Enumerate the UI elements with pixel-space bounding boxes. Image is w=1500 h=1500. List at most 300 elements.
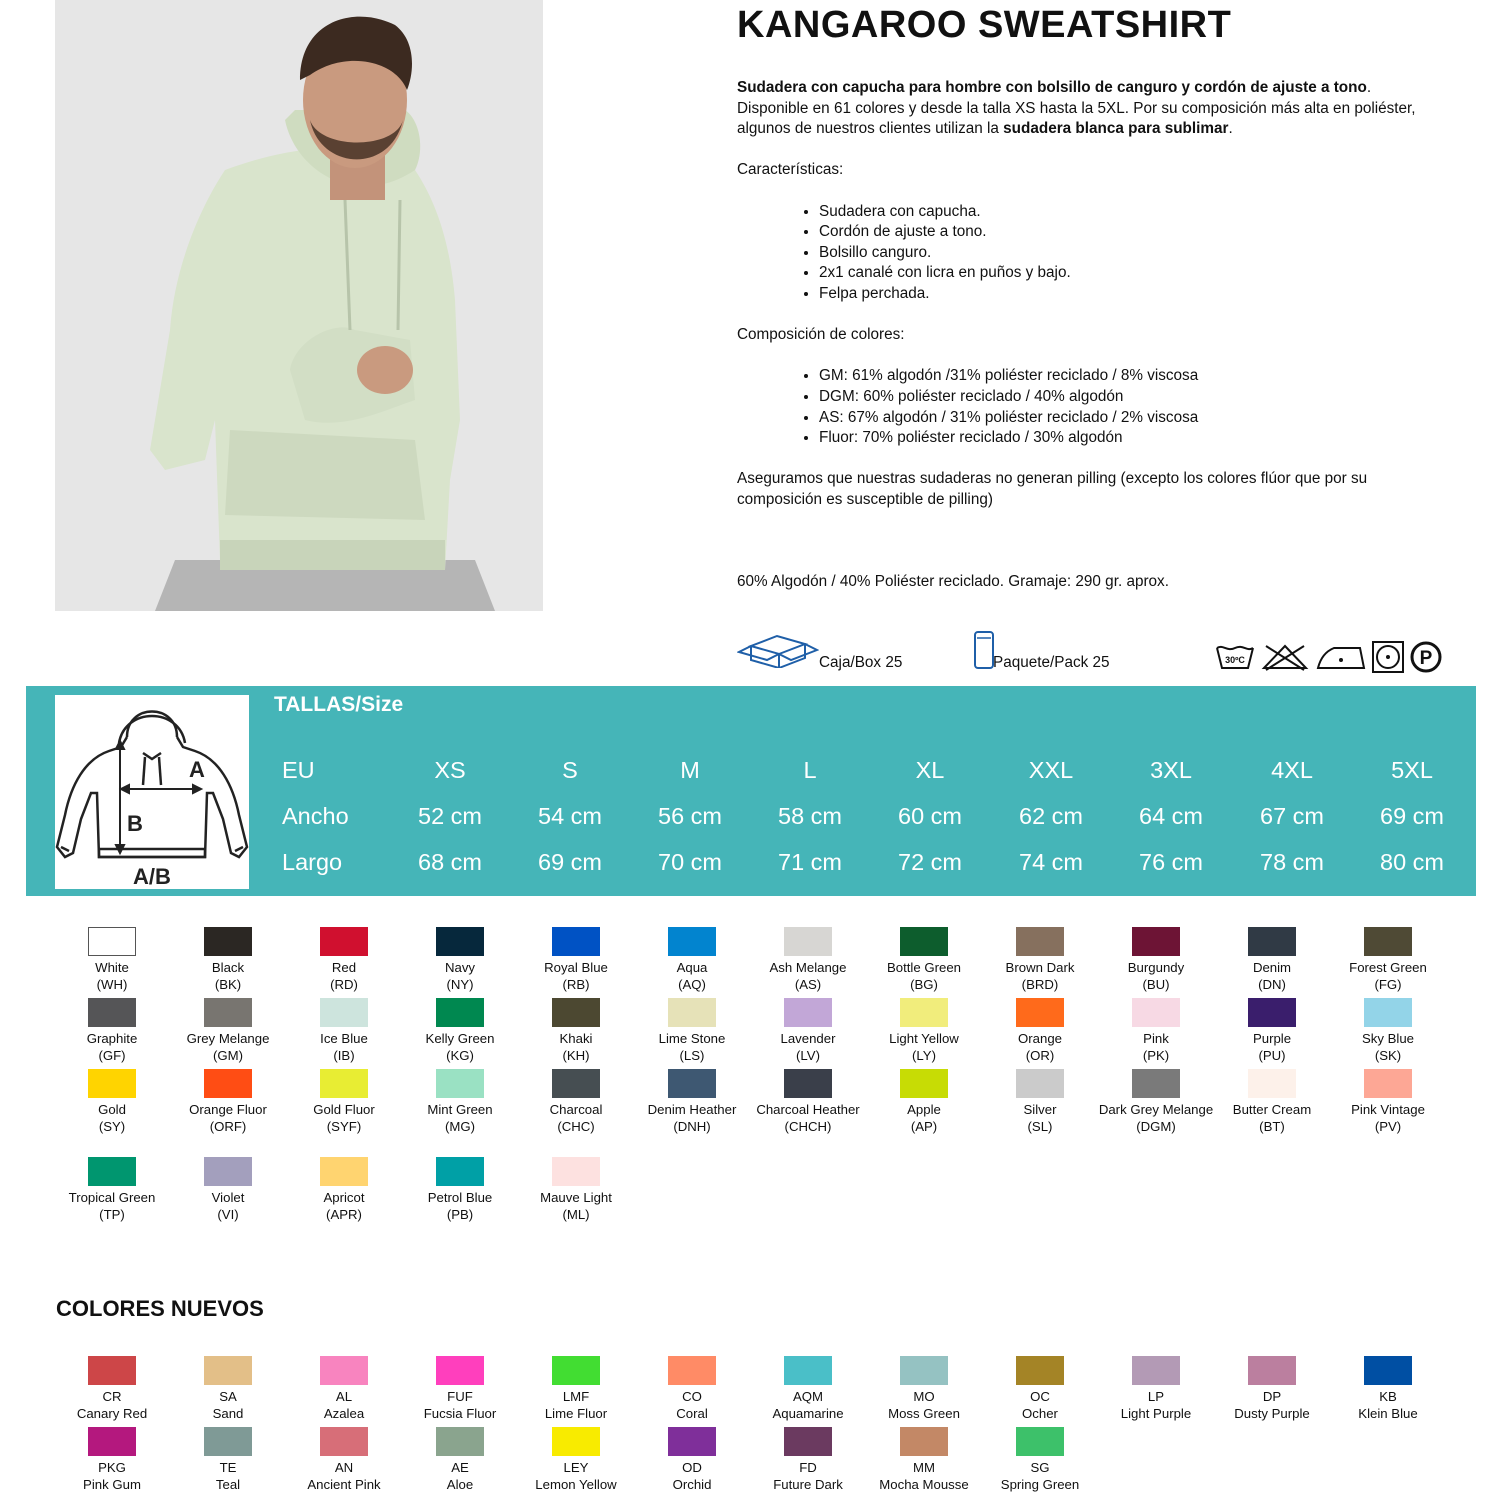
color-chip <box>204 927 252 956</box>
color-name: Lime Stone <box>658 1031 726 1046</box>
color-chip <box>1016 1427 1064 1456</box>
color-swatch[interactable] <box>634 1356 750 1422</box>
color-code: (OR) <box>1025 1048 1055 1063</box>
color-name: Ancient Pink <box>307 1477 381 1492</box>
color-code: (WH) <box>96 977 128 992</box>
composition-item: • AS: 67% algodón / 31% poliéster reciclado / 2% viscosa <box>819 408 1437 429</box>
color-swatch[interactable] <box>518 1356 634 1422</box>
color-swatch[interactable] <box>1330 1069 1446 1135</box>
color-chip <box>900 927 948 956</box>
color-code: (ML) <box>562 1207 590 1222</box>
color-code: (LY) <box>912 1048 936 1063</box>
color-swatch[interactable] <box>1214 1356 1330 1422</box>
diagram-label-ab: A/B <box>133 864 171 889</box>
color-name: Denim Heather <box>647 1102 737 1117</box>
size-cell: 3XL <box>1150 757 1192 783</box>
color-swatch[interactable] <box>402 1069 518 1135</box>
color-code: AE <box>451 1460 469 1475</box>
color-code: (MG) <box>444 1119 476 1134</box>
color-swatch[interactable] <box>982 1356 1098 1422</box>
color-name: Gold Fluor <box>313 1102 375 1117</box>
composition-title: Composición de colores: <box>737 326 905 344</box>
color-chip <box>88 927 136 956</box>
color-name: Ash Melange <box>769 960 847 975</box>
color-chip <box>436 1356 484 1385</box>
color-chip <box>320 1069 368 1098</box>
color-code: CR <box>102 1389 122 1404</box>
wash-30-icon <box>1215 642 1255 672</box>
composition-item: • Fluor: 70% poliéster reciclado / 30% algodón <box>819 428 1437 449</box>
size-cell: 76 cm <box>1139 849 1203 875</box>
color-swatch[interactable] <box>286 1356 402 1422</box>
feature-item: • Cordón de ajuste a tono. <box>819 222 1437 243</box>
color-swatch[interactable] <box>518 1157 634 1223</box>
color-name: Purple <box>1252 1031 1292 1046</box>
color-name: Fucsia Fluor <box>423 1406 497 1421</box>
color-code: (NY) <box>446 977 474 992</box>
color-code: (KH) <box>562 1048 590 1063</box>
size-cell: 69 cm <box>538 849 602 875</box>
color-code: OD <box>682 1460 702 1475</box>
color-code: (SY) <box>98 1119 126 1134</box>
color-chip <box>88 998 136 1027</box>
color-chip <box>668 1356 716 1385</box>
color-chip <box>900 1069 948 1098</box>
color-chip <box>204 1356 252 1385</box>
color-name: Petrol Blue <box>427 1190 493 1205</box>
color-code: (AS) <box>794 977 822 992</box>
color-chip <box>320 1356 368 1385</box>
color-chip <box>1364 1069 1412 1098</box>
color-code: (DN) <box>1258 977 1286 992</box>
color-code: (DGM) <box>1136 1119 1176 1134</box>
color-swatches <box>55 927 1445 1227</box>
product-title: KANGAROO SWEATSHIRT <box>737 4 1232 46</box>
color-code: SG <box>1030 1460 1050 1475</box>
color-swatch[interactable] <box>170 1069 286 1135</box>
color-name: Light Purple <box>1120 1406 1192 1421</box>
color-chip <box>436 927 484 956</box>
color-code: (PV) <box>1374 1119 1402 1134</box>
sizes-title: TALLAS/Size <box>274 693 404 716</box>
color-chip <box>784 1356 832 1385</box>
color-code: (CHC) <box>557 1119 595 1134</box>
model-hoodie-illustration <box>55 0 543 611</box>
color-swatch[interactable] <box>54 1427 170 1493</box>
color-chip <box>900 998 948 1027</box>
color-code: (AQ) <box>678 977 706 992</box>
dry-clean-label: P <box>1419 648 1433 669</box>
color-name: Sand <box>212 1406 244 1421</box>
size-cell: 60 cm <box>898 803 962 829</box>
color-name: Klein Blue <box>1358 1406 1418 1421</box>
color-chip <box>552 1356 600 1385</box>
color-name: Aloe <box>446 1477 474 1492</box>
color-swatch[interactable] <box>1098 998 1214 1064</box>
color-swatch[interactable] <box>286 998 402 1064</box>
feature-item: • Bolsillo canguro. <box>819 243 1437 264</box>
color-name: Navy <box>444 960 476 975</box>
color-name: Sky Blue <box>1361 1031 1415 1046</box>
color-chip <box>784 1069 832 1098</box>
color-chip <box>1132 1356 1180 1385</box>
color-code: DP <box>1262 1389 1282 1404</box>
color-chip <box>204 1157 252 1186</box>
color-chip <box>436 1427 484 1456</box>
color-name: Moss Green <box>888 1406 960 1421</box>
color-chip <box>1248 1069 1296 1098</box>
color-name: Denim <box>1252 960 1292 975</box>
color-chip <box>1364 1356 1412 1385</box>
size-cell: M <box>680 757 700 783</box>
color-code: SA <box>219 1389 237 1404</box>
composition-item: • DGM: 60% poliéster reciclado / 40% algodón <box>819 387 1437 408</box>
features-title: Características: <box>737 161 844 179</box>
color-name: Bottle Green <box>886 960 962 975</box>
size-cell: 64 cm <box>1139 803 1203 829</box>
color-chip <box>1132 927 1180 956</box>
color-code: (PB) <box>446 1207 474 1222</box>
new-colors-title: COLORES NUEVOS <box>56 1296 264 1321</box>
color-code: FD <box>799 1460 817 1475</box>
color-name: Orange Fluor <box>189 1102 267 1117</box>
color-swatch[interactable] <box>1214 998 1330 1064</box>
fabric-info: 60% Algodón / 40% Poliéster reciclado. Gramaje: 290 gr. aprox. <box>737 573 1169 591</box>
color-code: KB <box>1379 1389 1397 1404</box>
new-color-swatches <box>55 1356 1445 1500</box>
color-swatch[interactable] <box>286 927 402 993</box>
color-code: CO <box>682 1389 702 1404</box>
product-photo <box>55 0 543 611</box>
feature-item: • Felpa perchada. <box>819 284 1437 305</box>
size-cell: XS <box>434 757 466 783</box>
color-chip <box>1248 998 1296 1027</box>
color-chip <box>900 1356 948 1385</box>
size-row-label: Largo <box>282 849 343 875</box>
color-name: Azalea <box>323 1406 365 1421</box>
color-name: Lavender <box>780 1031 836 1046</box>
color-code: (ORF) <box>209 1119 247 1134</box>
color-chip <box>436 1069 484 1098</box>
color-code: (APR) <box>326 1207 362 1222</box>
size-cell: 54 cm <box>538 803 602 829</box>
color-chip <box>88 1356 136 1385</box>
size-largo-row <box>26 849 1476 879</box>
color-name: Charcoal <box>549 1102 603 1117</box>
color-name: Pink Vintage <box>1351 1102 1425 1117</box>
feature-item: • 2x1 canalé con licra en puños y bajo. <box>819 263 1437 284</box>
intro-text-1: . Disponible en 61 colores y desde la talla XS hasta la 5XL. Por su composición más alta en poliéster, algunos de nuestros clientes utilizan la <box>737 79 1416 138</box>
size-cell: 80 cm <box>1380 849 1444 875</box>
color-swatch[interactable] <box>54 1356 170 1422</box>
color-swatch[interactable] <box>866 998 982 1064</box>
size-cell: 52 cm <box>418 803 482 829</box>
color-chip <box>436 1157 484 1186</box>
color-code: LMF <box>562 1389 590 1404</box>
size-cell: XL <box>915 757 945 783</box>
composition-item: • GM: 61% algodón /31% poliéster reciclado / 8% viscosa <box>819 366 1437 387</box>
color-chip <box>436 998 484 1027</box>
tumble-dry-icon <box>1371 640 1405 674</box>
color-swatch[interactable] <box>1330 927 1446 993</box>
color-chip <box>88 1427 136 1456</box>
color-name: Butter Cream <box>1232 1102 1312 1117</box>
color-code: (BRD) <box>1021 977 1059 992</box>
intro-bold-2: sudadera blanca para sublimar <box>1003 120 1229 138</box>
color-chip <box>668 1427 716 1456</box>
color-name: Silver <box>1023 1102 1057 1117</box>
features-list <box>737 202 1437 305</box>
color-swatch[interactable] <box>286 1427 402 1493</box>
color-chip <box>552 998 600 1027</box>
color-name: Ocher <box>1022 1406 1058 1421</box>
color-code: AL <box>335 1389 353 1404</box>
color-swatch[interactable] <box>286 1157 402 1223</box>
color-code: FUF <box>447 1389 473 1404</box>
color-name: Black <box>211 960 245 975</box>
color-code: (SYF) <box>326 1119 362 1134</box>
color-code: (TP) <box>99 1207 125 1222</box>
color-swatch[interactable] <box>286 1069 402 1135</box>
color-chip <box>784 998 832 1027</box>
color-swatch[interactable] <box>982 1069 1098 1135</box>
color-swatch[interactable] <box>1330 998 1446 1064</box>
size-cell: S <box>562 757 578 783</box>
size-cell: 62 cm <box>1019 803 1083 829</box>
intro-paragraph <box>737 78 1437 140</box>
iron-icon <box>1316 642 1366 672</box>
color-chip <box>1132 998 1180 1027</box>
color-chip <box>1248 927 1296 956</box>
color-swatch[interactable] <box>402 1427 518 1493</box>
color-chip <box>784 1427 832 1456</box>
size-cell: 58 cm <box>778 803 842 829</box>
color-chip <box>1132 1069 1180 1098</box>
color-name: Canary Red <box>76 1406 148 1421</box>
color-code: (LV) <box>796 1048 820 1063</box>
color-code: MO <box>913 1389 935 1404</box>
color-swatch[interactable] <box>634 1427 750 1493</box>
color-swatch[interactable] <box>750 1427 866 1493</box>
color-swatch[interactable] <box>750 927 866 993</box>
color-swatch[interactable] <box>402 1356 518 1422</box>
size-cell: 5XL <box>1391 757 1433 783</box>
color-name: Mint Green <box>427 1102 493 1117</box>
color-chip <box>1364 927 1412 956</box>
color-code: (FG) <box>1374 977 1402 992</box>
color-swatch[interactable] <box>750 998 866 1064</box>
product-description <box>737 78 1437 593</box>
color-chip <box>552 1427 600 1456</box>
color-swatch[interactable] <box>518 998 634 1064</box>
color-swatch[interactable] <box>54 998 170 1064</box>
color-chip <box>1016 1069 1064 1098</box>
color-code: TE <box>219 1460 237 1475</box>
color-code: (PU) <box>1258 1048 1286 1063</box>
color-code: (IB) <box>333 1048 355 1063</box>
size-row-label: EU <box>282 757 315 783</box>
size-cell: 71 cm <box>778 849 842 875</box>
color-name: Lemon Yellow <box>535 1477 617 1492</box>
size-cell: XXL <box>1028 757 1074 783</box>
color-swatch[interactable] <box>634 998 750 1064</box>
color-name: Apple <box>907 1102 941 1117</box>
color-swatch[interactable] <box>866 1427 982 1493</box>
size-header-row <box>26 757 1476 787</box>
color-name: Tropical Green <box>68 1190 156 1205</box>
color-name: White <box>95 960 129 975</box>
color-swatch[interactable] <box>634 927 750 993</box>
color-chip <box>668 927 716 956</box>
color-swatch[interactable] <box>1098 1069 1214 1135</box>
color-name: Coral <box>676 1406 708 1421</box>
color-swatch[interactable] <box>54 1157 170 1223</box>
box-icon <box>737 632 819 668</box>
dry-clean-p-icon <box>1409 640 1443 674</box>
color-swatch[interactable] <box>982 1427 1098 1493</box>
color-name: Orchid <box>672 1477 712 1492</box>
size-cell: 70 cm <box>658 849 722 875</box>
color-code: AN <box>334 1460 354 1475</box>
color-name: Pink Gum <box>83 1477 141 1492</box>
color-chip <box>320 1157 368 1186</box>
color-code: AQM <box>792 1389 824 1404</box>
color-name: Graphite <box>86 1031 138 1046</box>
color-swatch[interactable] <box>518 1069 634 1135</box>
color-name: Brown Dark <box>1005 960 1075 975</box>
color-swatch[interactable] <box>982 998 1098 1064</box>
color-swatch[interactable] <box>1098 927 1214 993</box>
color-name: Teal <box>215 1477 241 1492</box>
color-code: (BG) <box>910 977 938 992</box>
color-code: (KG) <box>446 1048 474 1063</box>
color-name: Forest Green <box>1349 960 1427 975</box>
color-swatch[interactable] <box>402 927 518 993</box>
color-chip <box>552 927 600 956</box>
color-name: Dusty Purple <box>1234 1406 1310 1421</box>
color-code: (BK) <box>214 977 242 992</box>
intro-bold-1: Sudadera con capucha para hombre con bolsillo de canguro y cordón de ajuste a tono <box>737 79 1367 96</box>
color-name: Gold <box>98 1102 126 1117</box>
color-chip <box>668 1069 716 1098</box>
color-swatch[interactable] <box>170 1356 286 1422</box>
color-name: Future Dark <box>773 1477 843 1492</box>
color-swatch[interactable] <box>170 1157 286 1223</box>
color-code: (PK) <box>1142 1048 1170 1063</box>
color-name: Light Yellow <box>889 1031 959 1046</box>
color-code: (VI) <box>217 1207 239 1222</box>
color-swatch[interactable] <box>518 927 634 993</box>
packaging-row <box>737 628 1457 678</box>
feature-item: • Sudadera con capucha. <box>819 202 1437 223</box>
color-chip <box>1016 1356 1064 1385</box>
size-ancho-row <box>26 803 1476 833</box>
color-swatch[interactable] <box>54 1069 170 1135</box>
color-swatch[interactable] <box>866 927 982 993</box>
size-cell: 67 cm <box>1260 803 1324 829</box>
color-chip <box>1016 998 1064 1027</box>
color-swatch[interactable] <box>866 1356 982 1422</box>
size-cell: 72 cm <box>898 849 962 875</box>
color-name: Mauve Light <box>540 1190 612 1205</box>
diagram-label-b: B <box>127 811 143 836</box>
size-table <box>26 686 1476 896</box>
pack-icon <box>973 630 995 670</box>
color-code: (GM) <box>212 1048 244 1063</box>
color-chip <box>552 1157 600 1186</box>
color-name: Red <box>331 960 357 975</box>
color-chip <box>204 1069 252 1098</box>
color-swatch[interactable] <box>1214 927 1330 993</box>
color-name: Grey Melange <box>186 1031 270 1046</box>
no-bleach-icon <box>1260 642 1310 672</box>
color-code: (BT) <box>1259 1119 1285 1134</box>
color-chip <box>88 1157 136 1186</box>
color-code: (DNH) <box>673 1119 711 1134</box>
color-chip <box>552 1069 600 1098</box>
color-code: (LS) <box>679 1048 705 1063</box>
color-swatch[interactable] <box>866 1069 982 1135</box>
color-swatch[interactable] <box>750 1069 866 1135</box>
color-code: PKG <box>98 1460 126 1475</box>
color-code: MM <box>913 1460 935 1475</box>
color-code: (CHCH) <box>784 1119 832 1134</box>
diagram-label-a: A <box>189 757 205 782</box>
color-swatch[interactable] <box>402 998 518 1064</box>
color-chip <box>668 998 716 1027</box>
color-swatch[interactable] <box>1214 1069 1330 1135</box>
color-swatch[interactable] <box>402 1157 518 1223</box>
color-name: Mocha Mousse <box>879 1477 969 1492</box>
size-cell: 78 cm <box>1260 849 1324 875</box>
color-name: Kelly Green <box>425 1031 495 1046</box>
color-name: Burgundy <box>1127 960 1185 975</box>
color-chip <box>1016 927 1064 956</box>
color-name: Royal Blue <box>544 960 608 975</box>
size-cell: 69 cm <box>1380 803 1444 829</box>
color-swatch[interactable] <box>1098 1356 1214 1422</box>
color-swatch[interactable] <box>54 927 170 993</box>
size-cell: 68 cm <box>418 849 482 875</box>
color-chip <box>320 1427 368 1456</box>
size-cell: L <box>803 757 817 783</box>
color-chip <box>320 998 368 1027</box>
size-row-label: Ancho <box>282 803 349 829</box>
color-name: Dark Grey Melange <box>1098 1102 1214 1117</box>
color-code: LP <box>1147 1389 1165 1404</box>
color-chip <box>784 927 832 956</box>
wash-temp-label: 30ºC <box>1225 655 1245 665</box>
size-cell: 74 cm <box>1019 849 1083 875</box>
color-code: (GF) <box>98 1048 126 1063</box>
composition-list <box>737 366 1437 448</box>
color-swatch[interactable] <box>518 1427 634 1493</box>
color-chip <box>204 1427 252 1456</box>
box-label: Caja/Box 25 <box>819 654 903 671</box>
color-swatch[interactable] <box>1330 1356 1446 1422</box>
color-swatch[interactable] <box>170 927 286 993</box>
color-swatch[interactable] <box>634 1069 750 1135</box>
color-code: OC <box>1030 1389 1050 1404</box>
color-swatch[interactable] <box>170 1427 286 1493</box>
color-code: (SK) <box>1374 1048 1402 1063</box>
color-swatch[interactable] <box>750 1356 866 1422</box>
color-chip <box>900 1427 948 1456</box>
color-swatch[interactable] <box>982 927 1098 993</box>
color-code: (BU) <box>1142 977 1170 992</box>
intro-text-2: . <box>1228 120 1233 138</box>
color-swatch[interactable] <box>170 998 286 1064</box>
